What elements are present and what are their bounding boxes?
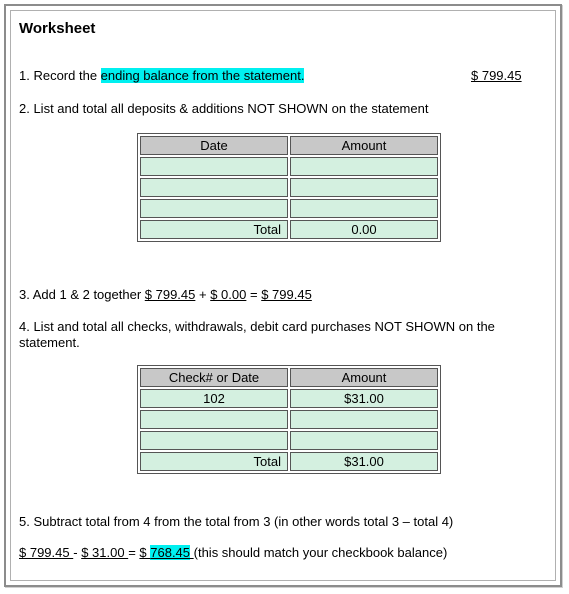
step3-line <box>19 287 312 302</box>
step3-value-1: $ 799.45 <box>144 287 196 302</box>
checks-table <box>137 365 441 474</box>
check-number-cell[interactable] <box>140 410 288 429</box>
check-amount-cell[interactable]: $31.00 <box>290 389 438 408</box>
step5-line <box>19 545 447 560</box>
deposit-date-cell[interactable] <box>140 178 288 197</box>
table-row <box>140 178 438 197</box>
step3-prefix: 3. Add 1 & 2 together <box>19 287 145 302</box>
deposits-total-value: 0.00 <box>290 220 438 239</box>
total-label: Total <box>140 220 288 239</box>
total-label: Total <box>140 452 288 471</box>
step5-result-prefix: $ <box>139 545 151 560</box>
step5-value-1: $ 799.45 <box>19 545 74 560</box>
step5-note: (this should match your checkbook balance) <box>193 545 448 560</box>
plus-sign: + <box>199 287 207 302</box>
step5-result-highlight: 768.45 <box>150 545 191 560</box>
equals-sign: = <box>250 287 258 302</box>
step4-line1: 4. List and total all checks, withdrawals, debit card purchases NOT SHOWN on the <box>19 319 495 334</box>
column-header-date: Date <box>140 136 288 155</box>
checks-total-value: $31.00 <box>290 452 438 471</box>
column-header-amount: Amount <box>290 368 438 387</box>
table-row <box>140 199 438 218</box>
check-amount-cell[interactable] <box>290 410 438 429</box>
step3-value-2: $ 0.00 <box>210 287 247 302</box>
table-row <box>140 410 438 429</box>
equals-sign: = <box>128 545 136 560</box>
deposit-amount-cell[interactable] <box>290 157 438 176</box>
table-total-row <box>140 452 438 471</box>
table-row <box>140 389 438 408</box>
column-header-check-or-date: Check# or Date <box>140 368 288 387</box>
deposits-table <box>137 133 441 242</box>
step5-result <box>139 545 193 560</box>
step1-line <box>19 68 304 83</box>
table-total-row <box>140 220 438 239</box>
check-number-cell[interactable]: 102 <box>140 389 288 408</box>
step1-highlight: ending balance from the statement. <box>100 68 305 83</box>
step4-line2: statement. <box>19 335 80 350</box>
worksheet-panel <box>4 4 562 587</box>
worksheet-title: Worksheet <box>19 20 96 37</box>
check-amount-cell[interactable] <box>290 431 438 450</box>
step5-value-2: $ 31.00 <box>81 545 129 560</box>
table-row <box>140 431 438 450</box>
table-row <box>140 157 438 176</box>
deposit-date-cell[interactable] <box>140 157 288 176</box>
deposit-amount-cell[interactable] <box>290 199 438 218</box>
step2-text: 2. List and total all deposits & additions NOT SHOWN on the statement <box>19 101 429 116</box>
column-header-amount: Amount <box>290 136 438 155</box>
table-header-row <box>140 368 438 387</box>
step3-result: $ 799.45 <box>261 287 312 302</box>
step5-text: 5. Subtract total from 4 from the total from 3 (in other words total 3 – total 4) <box>19 514 454 529</box>
table-header-row <box>140 136 438 155</box>
minus-sign: - <box>73 545 78 560</box>
step1-prefix: 1. Record the <box>19 68 101 83</box>
deposit-date-cell[interactable] <box>140 199 288 218</box>
check-number-cell[interactable] <box>140 431 288 450</box>
deposit-amount-cell[interactable] <box>290 178 438 197</box>
step1-amount: $ 799.45 <box>471 68 522 83</box>
